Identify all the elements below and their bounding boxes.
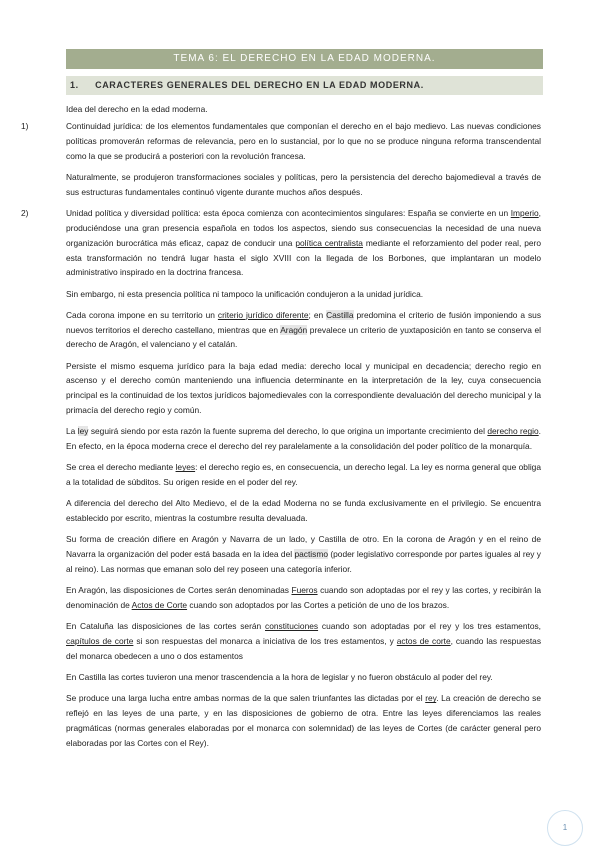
text-run: En Cataluña las disposiciones de las cortes serán xyxy=(66,621,265,632)
highlighted-term: ley xyxy=(77,426,89,437)
paragraph xyxy=(66,532,541,577)
list-item-number: 1) xyxy=(21,120,29,131)
text-run: (poder legislativo corresponde por partes iguales al rey y al reino). Las normas que emanan solo del rey poseen una categoría inferior. xyxy=(66,549,541,575)
paragraph xyxy=(66,460,541,490)
underlined-term: actos de corte xyxy=(396,636,451,647)
section-number: 1. xyxy=(70,80,79,90)
text-run: cuando son adoptados por las Cortes a petición de uno de los brazos. xyxy=(187,600,450,611)
paragraph: Sin embargo, ni esta presencia política ni tampoco la unificación condujeron a la unidad jurídica. xyxy=(66,288,424,299)
list-item-1 xyxy=(21,119,541,164)
section-title: CARACTERES GENERALES DEL DERECHO EN LA EDAD MODERNA. xyxy=(95,80,424,90)
text-run: La xyxy=(66,426,78,437)
text-run: Se crea el derecho mediante xyxy=(66,462,176,473)
underlined-term: criterio jurídico diferente xyxy=(217,309,309,320)
document-title: TEMA 6: EL DERECHO EN LA EDAD MODERNA. xyxy=(173,53,436,64)
paragraph xyxy=(66,308,541,353)
paragraph xyxy=(66,619,541,664)
paragraph: A diferencia del derecho del Alto Medievo, el de la edad Moderna no se funda exclusivamente en el privilegio. Se encuentra establecido por escrito, mientras la costumbre resulta devaluada. xyxy=(66,498,541,524)
underlined-term: política centralista xyxy=(295,237,363,248)
document-title-bar xyxy=(66,49,543,69)
document-body xyxy=(21,102,542,757)
text-run: mediante el reforzamiento del poder real, pero esta transformación no tendrá lugar hasta el siglo XVIII con la llegada de los Borbones, que implantaran un modelo administrativo inspirado en la doctrina francesa. xyxy=(66,237,541,278)
text-run: predomina el criterio de fusión imponiendo a sus nuevos territorios el derecho castellano, mientras que en xyxy=(66,309,542,335)
text-run: Cada corona impone en su territorio un xyxy=(66,309,218,320)
text-run: cuando son adoptadas por el rey y las cortes, y recibirán la denominación de xyxy=(66,585,541,611)
text-run: , cuando las respuestas del monarca obedecen a uno o dos estamentos xyxy=(66,636,542,662)
text-run: Su forma de creación difiere en Aragón y Navarra de un lado, y Castilla de otro. En la corona de Aragón y en el reino de Navarra la organización del poder está basada en la idea del xyxy=(66,534,541,560)
text-run: . La creación de derecho se reflejó en las leyes de una parte, y en las disposiciones de gobierno de otra. Entre las leyes diferenciamos las reales pragmáticas (normas generales elaboradas por el monarca con solemnidad) de las leyes de Cortes (de carácter general pero elaboradas por las Cortes con el Rey). xyxy=(66,693,542,748)
highlighted-term: pactismo xyxy=(294,549,328,560)
section-heading-bar xyxy=(66,76,543,95)
list-item-text: Continuidad jurídica: de los elementos fundamentales que componían el derecho en el bajo medievo. Las nuevas condiciones políticas promoverán reformas de relevancia, pero en lo sustancial, por lo que no se produce ninguna reforma transcendental como la que se producirá a posteriori con la revolución francesa. xyxy=(66,120,541,161)
paragraph: Persiste el mismo esquema jurídico para la baja edad media: derecho local y municipal en decadencia; derecho regio en ascenso y el derecho común manteniendo una influencia determinante en la interpretación de la ley, cuya consecuencia principal es la continuidad de los textos jurídicos bajomedievales con la correspondiente devaluación del derecho municipal y la primacía del derecho regio y común. xyxy=(66,360,541,416)
underlined-term: derecho regio xyxy=(487,426,539,437)
paragraph xyxy=(66,424,541,454)
paragraph: Naturalmente, se produjeron transformaciones sociales y políticas, pero la persistencia del derecho bajomedieval a través de sus estructuras fundamentales continuó vigente durante muchos años después. xyxy=(66,171,541,197)
text-run: En Aragón, las disposiciones de Cortes serán denominadas xyxy=(66,585,292,596)
highlighted-term: Aragón xyxy=(280,324,308,335)
underlined-term: capítulos de corte xyxy=(66,636,134,647)
text-run: ; en xyxy=(308,309,327,320)
underlined-term: constituciones xyxy=(265,621,319,632)
paragraph-intro: Idea del derecho en la edad moderna. xyxy=(66,104,208,114)
text-run: prevalece un criterio de yuxtaposición en tanto se conserva el derecho de Aragón, el valenciano y el catalán. xyxy=(66,324,541,350)
text-run: si son respuestas del monarca a iniciativa de los tres estamentos, y xyxy=(133,636,397,647)
text-run: seguirá siendo por esta razón la fuente suprema del derecho, lo que origina un importante crecimiento del xyxy=(88,426,488,437)
text-run: Unidad política y diversidad política: esta época comienza con acontecimientos singulares: España se convierte en un xyxy=(66,207,511,218)
text-run: . En efecto, en la época moderna crece el derecho del rey paralelamente a la consolidación del poder político de la monarquía. xyxy=(66,426,541,452)
paragraph: En Castilla las cortes tuvieron una menor trascendencia a la hora de legislar y no fueron obstáculo al poder del rey. xyxy=(66,672,493,683)
page-number-badge xyxy=(547,810,583,846)
underlined-term: Imperio xyxy=(510,207,539,218)
list-item-2 xyxy=(21,206,541,281)
underlined-term: rey xyxy=(425,693,437,704)
page-number: 1 xyxy=(562,823,568,832)
text-run: cuando son adoptadas por el rey y los tres estamentos, xyxy=(318,621,541,632)
text-run: : el derecho regio es, en consecuencia, un derecho legal. La ley es norma general que obliga a la totalidad de súbditos. Su origen reside en el poder del rey. xyxy=(66,462,541,488)
list-item-number: 2) xyxy=(21,207,29,218)
underlined-term: Actos de Corte xyxy=(131,600,188,611)
underlined-term: Fueros xyxy=(291,585,318,596)
underlined-term: leyes xyxy=(175,462,196,473)
highlighted-term: Castilla xyxy=(326,309,354,320)
text-run: Se produce una larga lucha entre ambas normas de la que salen triunfantes las dictadas por el xyxy=(66,693,426,704)
text-run: , produciéndose una gran presencia española en todos los aspectos, siendo sus consecuencias la necesidad de una nueva organización burocrática más eficaz, capaz de conducir una xyxy=(66,207,541,248)
paragraph xyxy=(66,583,541,613)
paragraph xyxy=(66,691,541,751)
